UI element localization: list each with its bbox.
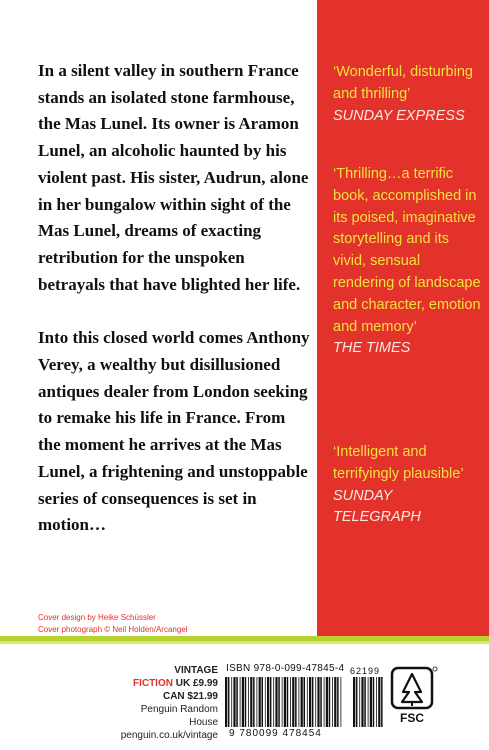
review-quote xyxy=(333,164,483,360)
quote-text: ‘Wonderful, disturbing and thrilling’ xyxy=(333,64,473,102)
review-quote xyxy=(333,62,483,127)
quote-text: ‘Intelligent and terrifyingly plausible’ xyxy=(333,444,464,482)
price-uk: UK £9.99 xyxy=(175,678,218,689)
quote-source: SUNDAY TELEGRAPH xyxy=(333,487,421,526)
fsc-label: FSC xyxy=(400,711,424,725)
addon-barcode xyxy=(353,677,383,727)
review-quote xyxy=(333,442,483,529)
quote-text: ‘Thrilling…a terrific book, accomplished in its poised, imaginative storytelling and its vivid, sensual rendering of landscape and character, emotion and memory’ xyxy=(333,166,481,335)
category: FICTION xyxy=(132,678,173,689)
quote-source: THE TIMES xyxy=(333,340,411,357)
fsc-logo-icon xyxy=(389,666,439,726)
photo-credit: Cover photograph © Neil Holden/Arcangel xyxy=(38,625,188,634)
publisher-house: Penguin Random House xyxy=(140,704,218,728)
publisher-url: penguin.co.uk/vintage xyxy=(120,730,218,741)
blurb-paragraph-2: Into this closed world comes Anthony Verey, a wealthy but disillusioned antiques dealer from London seeking to remake his life in France. From the moment he arrives at the Mas Lunel, a frightening and unstoppable series of consequences is set in motion… xyxy=(38,328,310,535)
barcode-number: 9 780099 478454 xyxy=(229,728,322,739)
barcode xyxy=(225,677,343,727)
quote-source: SUNDAY EXPRESS xyxy=(333,107,465,124)
isbn-label: ISBN 978-0-099-47845-4 xyxy=(226,663,345,674)
blurb-paragraph-1: In a silent valley in southern France stands an isolated stone farmhouse, the Mas Lunel. Its owner is Aramon Lunel, an alcoholic haunted by his violent past. His sister, Audrun, alone in her bungalow within sight of the Mas Lunel, dreams of exacting retribution for the unspoken betrayals that have blighted her life. xyxy=(38,61,309,294)
barcode-addon-number: 62199 xyxy=(350,666,381,676)
publisher-name: VINTAGE xyxy=(174,665,218,676)
price-can: CAN $21.99 xyxy=(162,691,218,702)
design-credit: Cover design by Heike Schüssler xyxy=(38,613,156,622)
blurb xyxy=(38,58,310,539)
imprint xyxy=(118,664,218,742)
cover-credits xyxy=(38,612,188,636)
